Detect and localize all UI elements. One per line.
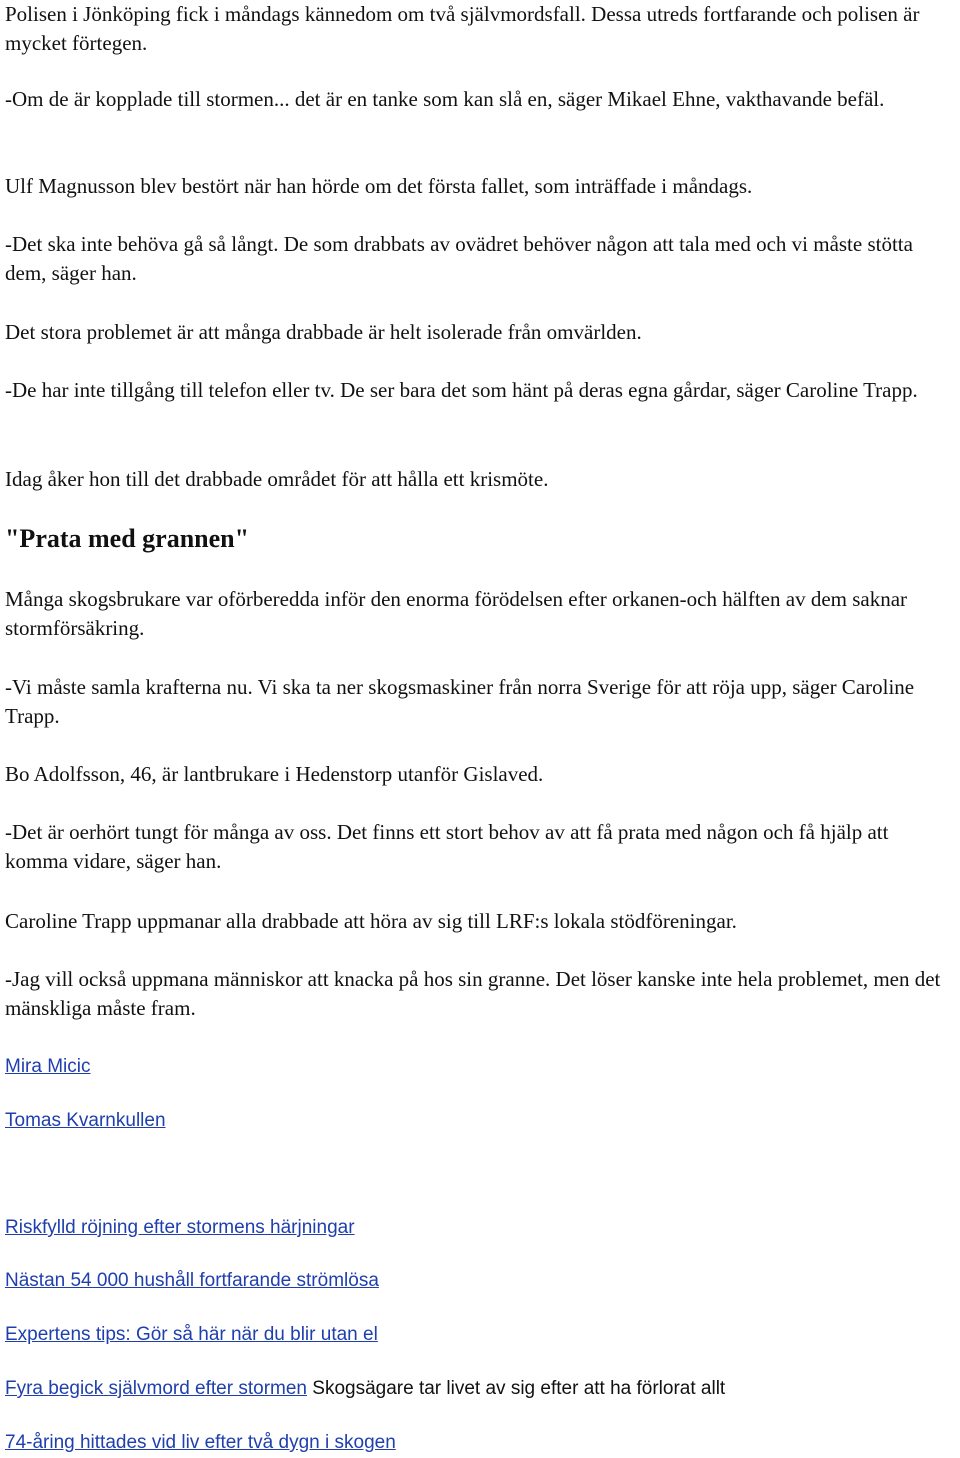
paragraph: Bo Adolfsson, 46, är lantbrukare i Hedenstorp utanför Gislaved. xyxy=(5,762,544,786)
paragraph: Idag åker hon till det drabbade området för att hålla ett krismöte. xyxy=(5,467,549,491)
paragraph: -Det är oerhört tungt för många av oss. Det finns ett stort behov av att få prata med någon och få hjälp att komma vidare, säger han. xyxy=(5,820,889,873)
author-link[interactable]: Tomas Kvarnkullen xyxy=(5,1110,166,1131)
related-item xyxy=(5,1377,725,1401)
related-item xyxy=(5,1216,355,1240)
paragraph: Ulf Magnusson blev bestört när han hörde om det första fallet, som inträffade i måndags. xyxy=(5,174,753,198)
subheading: "Prata med grannen" xyxy=(5,524,250,553)
related-item xyxy=(5,1269,379,1293)
paragraph: Många skogsbrukare var oförberedda inför den enorma förödelsen efter orkanen-och hälften av dem saknar stormförsäkring. xyxy=(5,587,908,640)
paragraph: -Det ska inte behöva gå så långt. De som drabbats av ovädret behöver någon att tala med och vi måste stötta dem, säger han. xyxy=(5,232,913,285)
author-row xyxy=(5,1055,91,1079)
related-link[interactable]: Nästan 54 000 hushåll fortfarande strömlösa xyxy=(5,1270,379,1291)
paragraph: Polisen i Jönköping fick i måndags kännedom om två självmordsfall. Dessa utreds fortfarande och polisen är mycket förtegen. xyxy=(5,2,920,55)
related-link[interactable]: 74-åring hittades vid liv efter två dygn i skogen xyxy=(5,1432,396,1453)
paragraph: Det stora problemet är att många drabbade är helt isolerade från omvärlden. xyxy=(5,320,642,344)
author-link[interactable]: Mira Micic xyxy=(5,1056,91,1077)
related-item xyxy=(5,1431,396,1455)
paragraph: Caroline Trapp uppmanar alla drabbade att höra av sig till LRF:s lokala stödföreningar. xyxy=(5,909,737,933)
related-teaser: Skogsägare tar livet av sig efter att ha förlorat allt xyxy=(312,1378,726,1399)
paragraph: -Om de är kopplade till stormen... det är en tanke som kan slå en, säger Mikael Ehne, vakthavande befäl. xyxy=(5,87,885,111)
paragraph: -De har inte tillgång till telefon eller tv. De ser bara det som hänt på deras egna gårdar, säger Caroline Trapp. xyxy=(5,378,918,402)
related-link[interactable]: Fyra begick självmord efter stormen xyxy=(5,1378,307,1399)
author-row xyxy=(5,1109,166,1133)
related-link[interactable]: Riskfylld röjning efter stormens härjningar xyxy=(5,1217,355,1238)
related-link[interactable]: Expertens tips: Gör så här när du blir utan el xyxy=(5,1324,378,1345)
paragraph: -Jag vill också uppmana människor att knacka på hos sin granne. Det löser kanske inte hela problemet, men det mänskliga måste fram. xyxy=(5,967,941,1020)
paragraph: -Vi måste samla krafterna nu. Vi ska ta ner skogsmaskiner från norra Sverige för att röja upp, säger Caroline Trapp. xyxy=(5,675,915,728)
related-item xyxy=(5,1323,378,1347)
